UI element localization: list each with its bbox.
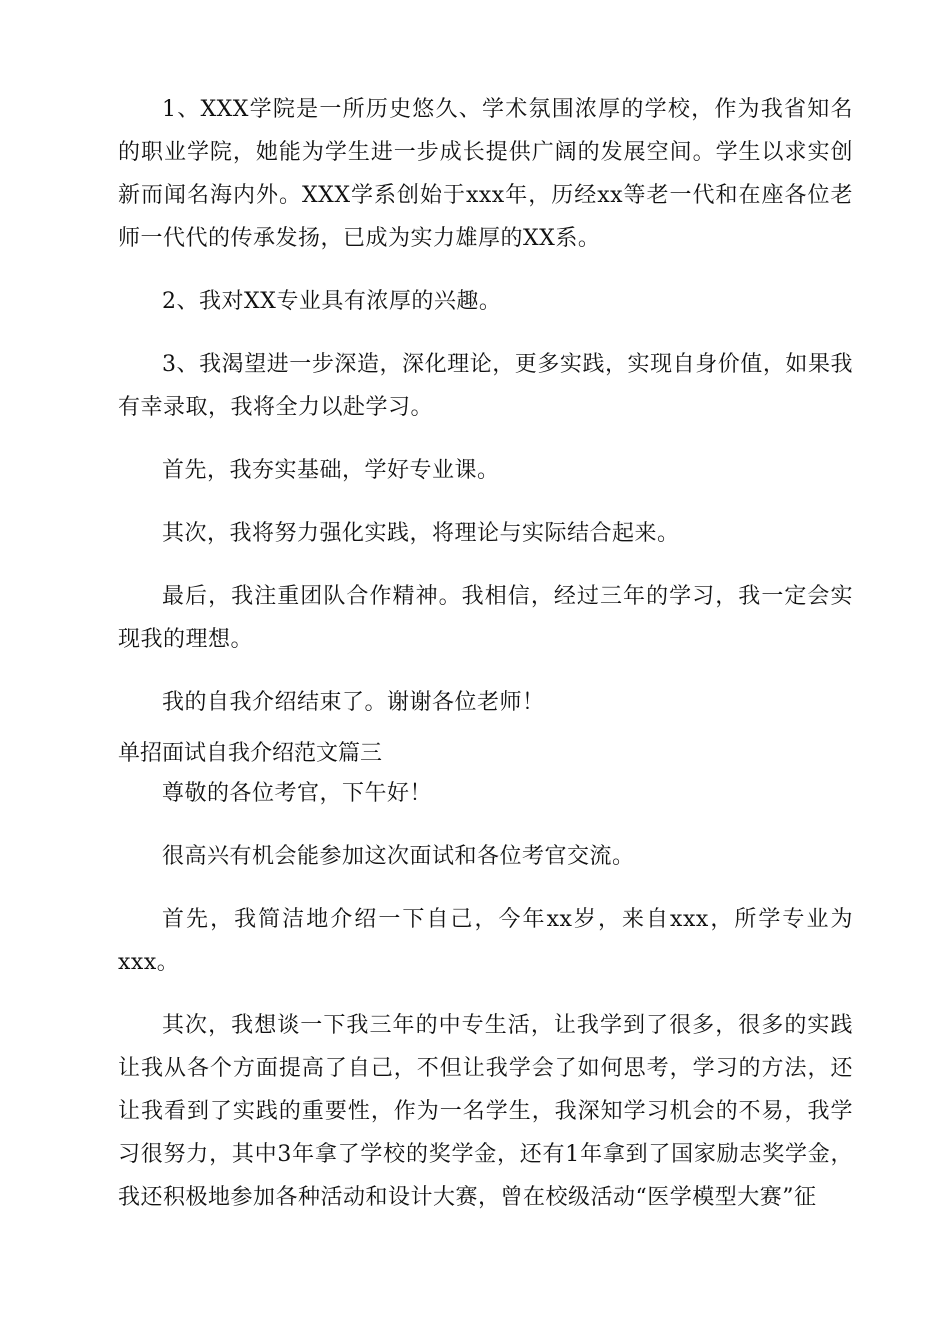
section-heading: 单招面试自我介绍范文篇三	[118, 741, 383, 766]
document-page	[118, 88, 853, 1219]
paragraph-intro-3: 3、我渴望进一步深造，深化理论，更多实践，实现自身价值，如果我有幸录取，我将全力以赴学习。	[118, 352, 853, 420]
paragraph-second: 其次，我将努力强化实践，将理论与实际结合起来。	[162, 521, 680, 546]
paragraph-closing: 我的自我介绍结束了。谢谢各位老师！	[162, 690, 545, 715]
paragraph-school-life: 其次，我想谈一下我三年的中专生活，让我学到了很多，很多的实践让我从各个方面提高了自己，不但让我学会了如何思考，学习的方法，还让我看到了实践的重要性，作为一名学生，我深知学习机会的不易，我学习很努力，其中3年拿了学校的奖学金，还有1年拿到了国家励志奖学金，我还积极地参加各种活动和设计大赛，曾在校级活动“医学模型大赛”征	[118, 1013, 853, 1210]
paragraph-pleasure: 很高兴有机会能参加这次面试和各位考官交流。	[162, 844, 635, 869]
paragraph-last: 最后，我注重团队合作精神。我相信，经过三年的学习，我一定会实现我的理想。	[118, 584, 853, 652]
paragraph-self-intro: 首先，我简洁地介绍一下自己，今年xx岁，来自xxx，所学专业为xxx。	[118, 907, 853, 975]
paragraph-intro-1: 1、XXX学院是一所历史悠久、学术氛围浓厚的学校，作为我省知名的职业学院，她能为学生进一步成长提供广阔的发展空间。学生以求实创新而闻名海内外。XXX学系创始于xxx年，历经xx等老一代和在座各位老师一代代的传承发扬，已成为实力雄厚的XX系。	[118, 97, 853, 251]
paragraph-greeting: 尊敬的各位考官，下午好！	[162, 781, 433, 806]
paragraph-first: 首先，我夯实基础，学好专业课。	[162, 458, 500, 483]
paragraph-intro-2: 2、我对XX专业具有浓厚的兴趣。	[162, 289, 502, 314]
